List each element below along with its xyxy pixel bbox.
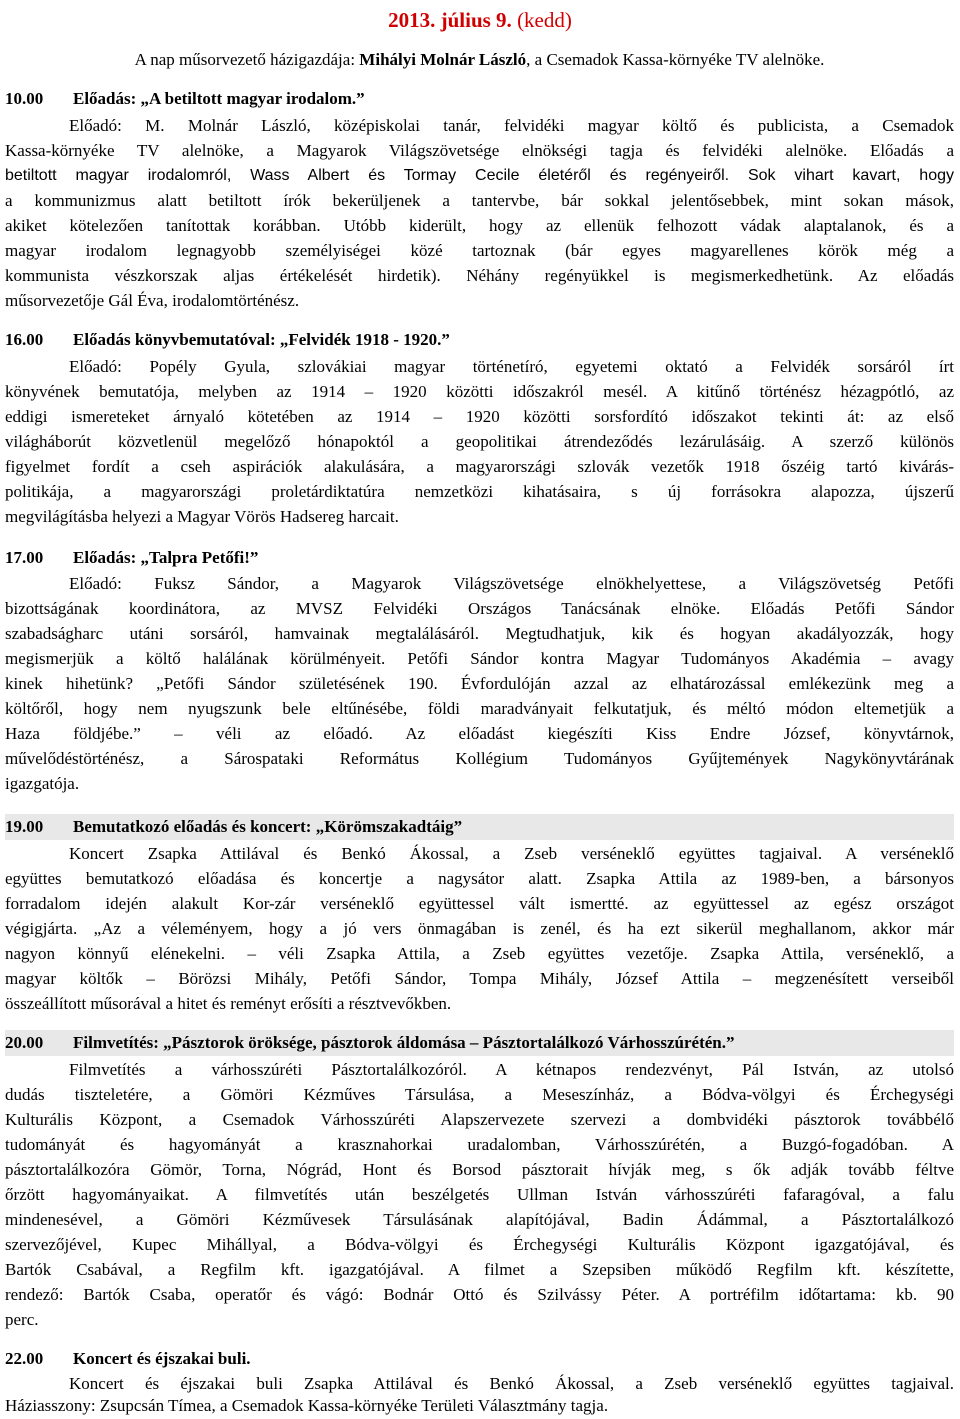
program-time: 22.00 [5,1349,44,1368]
program-item-2000-line: szervezőjével, Kupec Mihállyal, a Bódva-völgyi és Érchegységi Kulturális Központ igazgatójával, és [5,1235,954,1254]
program-item-1700-line: Haza földjébe.” – véli az előadó. Az előadást kiegészíti Kiss Endre József, könyvtárnok, [5,724,954,743]
program-item-2000-line: mindenesével, a Gömöri Kézművesek Társulásának alapítójával, Badin Ádámmal, a Pásztortalálkozó [5,1210,954,1229]
program-item-1900-heading [5,814,954,840]
program-item-1000-line: akiket kötelezően tanítottak korábban. Utóbb kiderült, hogy az ellenük felhozott vádak alaptalanok, és a [5,216,954,235]
program-item-1600-line: politikája, a magyarországi proletárdiktatúra nemzetközi kihatásaira, s új forrásokra alapozza, újszerű [5,482,954,501]
program-item-2000-line: Filmvetítés a várhosszúréti Pásztortalálkozóról. A kétnapos rendezvényt, Pál István, az utolsó [69,1060,954,1079]
program-item-1000-line: Előadó: M. Molnár László, középiskolai tanár, felvidéki magyar költő és publicista, a Csemadok [69,116,954,135]
program-item-2000-line: őrzött hagyományaikat. A filmvetítés után beszélgetés Ullman István várhosszúréti fafaragóval, a falu [5,1185,954,1204]
program-item-2200-heading [5,1346,954,1372]
program-item-1700-line: kinek hihetünk? „Petőfi Sándor születésének 190. Évfordulóján azzal az elhatározással emlékezünk meg a [5,674,954,693]
program-item-1600-line: világháborút közvetlenül megelőző hónapoktól a geopolitikai átrendeződés lezárulásáig. A szerző különös [5,432,954,451]
program-item-2200-line: Háziasszony: Zsupcsán Tímea, a Csemadok Kassa-környéke Területi Választmány tagja. [5,1396,609,1415]
program-title: Előadás: „A betiltott magyar irodalom.” [73,89,365,108]
program-item-1900-line: végigjárta. „Az a véleményem, hogy a jó vers önmagában is zenél, és ha ezt sikerül meghallanom, akkor már [5,919,954,938]
program-item-1700-line: művelődéstörténész, a Sárospataki Református Kollégium Tudományos Gyűjtemények Nagykönyvtárának [5,749,954,768]
program-title: Koncert és éjszakai buli. [73,1349,251,1368]
program-title: Filmvetítés: „Pásztorok öröksége, pásztorok áldomása – Pásztortalálkozó Várhosszúrétén.” [73,1033,735,1052]
program-item-1900-line: összeállított műsorával a hitet és reményt erősíti a résztvevőkben. [5,994,452,1013]
program-item-2000-line: rendező: Bartók Csaba, operatőr és vágó: Bodnár Ottó és Szilvássy Péter. A portréfilm időtartama: kb. 90 [5,1285,954,1304]
program-item-1700-line: költőről, hogy nem nyugszunk bele eltűnésébe, földi maradványait felkutatjuk, és méltó módon eltemetjük a [5,699,954,718]
program-time: 16.00 [5,330,44,349]
program-time: 20.00 [5,1033,44,1052]
program-item-2000-line: pásztortalálkozóra Gömör, Torna, Nógrád, Hont és Borsod pásztorait hívják meg, s ők adják tovább féltve [5,1160,954,1179]
program-item-1700-line: igazgatója. [5,774,80,793]
date-title [0,6,960,34]
date-title-day: (kedd) [517,8,572,32]
program-item-1700-line: szabadságharc utáni sorsáról, hamvainak megtalálásáról. Megtudhatjuk, kik és hogyan akadályozzák, hogy [5,624,954,643]
program-item-1700-line: megismerjük a költő halálának körülményeit. Petőfi Sándor kontra Magyar Tudományos Akadémia – avagy [5,649,954,668]
program-item-1000-line: magyar irodalom legnagyobb személyiségei közé tartoznak (bár egyes magyarellenes körök még a [5,241,954,260]
program-title: Előadás: „Talpra Petőfi!” [73,548,259,567]
program-item-1000-line: kommunista vészkorszak aljas értékelését hirdetik). Néhány regényükkel is megismerkedhetünk. Az előadás [5,266,954,285]
program-item-1600-heading [5,327,954,353]
program-item-1600-line: Előadó: Popély Gyula, szlovákiai magyar történetíró, egyetemi oktató a Felvidék sorsáról írt [69,357,954,376]
program-item-1000-line: műsorvezetője Gál Éva, irodalomtörténész. [5,291,300,310]
program-item-1000-line: betiltott magyar irodalomról, Wass Albert és Tormay Cecile életéről és regényeiről. Sok vihart kavart, hogy [5,167,954,184]
program-item-1600-line: könyvének bemutatója, melyben az 1914 – 1920 közötti időszakról mesél. A kitűnő történész hézagpótló, az [5,382,954,401]
program-time: 10.00 [5,89,44,108]
program-item-1000-line: Kassa-környéke TV alelnöke, a Magyarok Világszövetsége elnökségi tagja és felvidéki alelnöke. Előadás a [5,141,954,160]
program-item-2000-line: perc. [5,1310,39,1329]
program-item-1900-line: nagyon könnyű elénekelni. – véli Zsapka Attila, a Zseb együttes vezetője. Zsapka Attila, verséneklő, a [5,944,954,963]
date-title-date: 2013. július 9. [388,8,512,32]
program-item-1900-line: együttes bemutatkozó előadása és koncertje a nagysátor alatt. Zsapka Attila az 1989-ben, a bársonyos [5,869,954,888]
program-item-1600-line: figyelmet fordít a cseh aspirációk alakulására, a magyarországi szlovák vezetők 1918 őszéig tartó kivárás- [5,457,954,476]
program-item-1000-line: a kommunizmus alatt betiltott írók bekerüljenek a tantervbe, bár sokkal jelentősebbek, mint sokan mások, [5,191,954,210]
program-item-2000-line: tudományát és hagyományát a krasznahorkai uradalomban, Várhosszúrétén, a Buzgó-fogadóban. A [5,1135,954,1154]
program-title: Bemutatkozó előadás és koncert: „Körömszakadtáig” [73,817,463,836]
program-item-1600-line: eddigi ismereteket árnyaló kötetében az 1914 – 1920 közötti sorsfordító időszakot tekinti át: az első [5,407,954,426]
program-item-2000-line: Kulturális Központ, a Csemadok Várhosszúréti Alapszervezete szervezi a dombvidéki pásztorok továbbélő [5,1110,954,1129]
host-name: Mihályi Molnár László [359,50,527,69]
program-title: Előadás könyvbemutatóval: „Felvidék 1918 - 1920.” [73,330,450,349]
program-time: 19.00 [5,817,44,836]
program-item-1900-line: Koncert Zsapka Attilával és Benkó Ákossal, a Zseb verséneklő együttes tagjaival. A verséneklő [69,844,954,863]
program-item-2200-line: Koncert és éjszakai buli Zsapka Attilával és Benkó Ákossal, a Zseb verséneklő együttes tagjaival. [69,1374,954,1393]
program-item-1000-heading [5,86,954,112]
host-line: A nap műsorvezető házigazdája: Mihályi Molnár László, a Csemadok Kassa-környéke TV alelnöke. [134,50,825,69]
program-time: 17.00 [5,548,44,567]
program-item-2000-line: dudás tiszteletére, a Gömöri Kézműves Társulása, a Meseszínház, a Bódva-völgyi és Érchegységi [5,1085,954,1104]
program-item-1700-heading [5,545,954,571]
program-item-1900-line: forradalom idején alakult Kor-zár verséneklő együttessel vált ismertté. az együttessel az egész országot [5,894,954,913]
program-item-2000-heading [5,1030,954,1056]
program-item-1600-line: megvilágításba helyezi a Magyar Vörös Hadsereg harcait. [5,507,399,526]
program-item-1700-line: bizottságának koordinátora, az MVSZ Felvidéki Országos Tanácsának elnöke. Előadás Petőfi Sándor [5,599,954,618]
program-item-1900-line: magyar költők – Börözsi Mihály, Petőfi Sándor, Tompa Mihály, József Attila – megzenésített verseiből [5,969,954,988]
program-item-1700-line: Előadó: Fuksz Sándor, a Magyarok Világszövetsége elnökhelyettese, a Világszövetség Petőfi [69,574,954,593]
program-item-2000-line: Bartók Csabával, a Regfilm kft. igazgatójával. A filmet a Szepsiben működő Regfilm kft. készítette, [5,1260,954,1279]
